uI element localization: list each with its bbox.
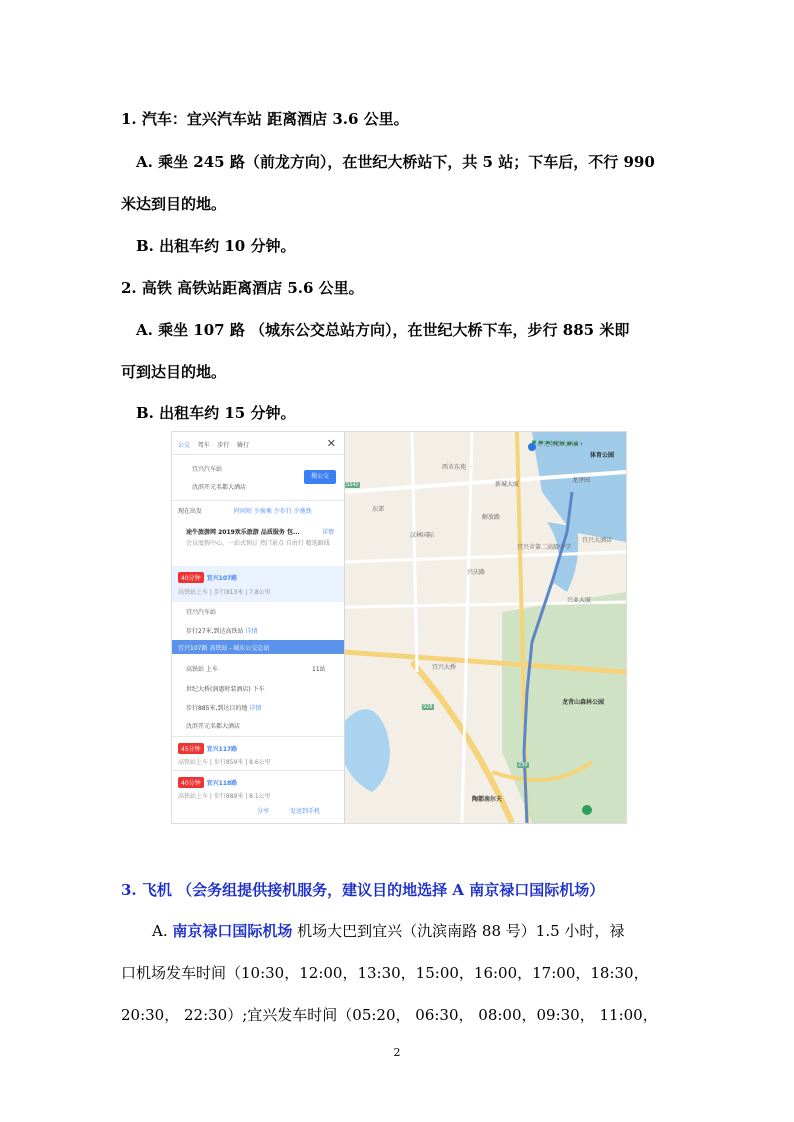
stop-count[interactable]: 11站 bbox=[312, 666, 326, 673]
map-label: 东郊 bbox=[372, 506, 385, 513]
line-flight: 3. 飞机 （会务组提供接机服务，建议目的地选择 A 南京禄口国际机场） bbox=[121, 881, 605, 899]
airport-name: 南京禄口国际机场 bbox=[172, 922, 293, 940]
route-panel bbox=[172, 432, 345, 823]
line-bus-a: A. 乘坐 245 路（前龙方向），在世纪大桥站下，共 5 站；下车后，不行 990 bbox=[136, 153, 655, 171]
map-label: 开元名都大酒店 bbox=[537, 441, 580, 448]
route-info: 高铁站上车 | 步行813米 | 7.8公里 bbox=[178, 589, 271, 596]
line-bus: 1. 汽车：宜兴汽车站 距离酒店 3.6 公里。 bbox=[121, 110, 409, 128]
tab-walk[interactable]: 步行 bbox=[217, 442, 230, 449]
route-option-3[interactable] bbox=[178, 777, 237, 788]
line-bus-b: B. 出租车约 10 分钟。 bbox=[136, 237, 296, 255]
close-icon[interactable]: ✕ bbox=[326, 437, 336, 450]
route-option-2[interactable] bbox=[178, 743, 237, 754]
page-number: 2 bbox=[393, 1046, 401, 1059]
stop-end: 氿滨开元名都大酒店 bbox=[186, 723, 241, 730]
line-flight-a bbox=[152, 920, 624, 941]
line-rail-a: A. 乘坐 107 路 （城东公交总站方向），在世纪大桥下车，步行 885 米即 bbox=[136, 321, 630, 339]
route-name: 宜兴118路 bbox=[206, 780, 238, 787]
line-rail: 2. 高铁 高铁站距离酒店 5.6 公里。 bbox=[121, 279, 364, 297]
tab-ride[interactable]: 骑行 bbox=[236, 442, 249, 449]
ad-title[interactable]: 途牛旅游网 2019欢乐旅游 品质服务 包... bbox=[186, 529, 300, 536]
map-label: 兴庆路 bbox=[467, 569, 486, 576]
ad-desc: 会员度假中心，一站式预订 热门景点 自由行 精选路线 bbox=[186, 540, 330, 547]
sort-filters[interactable]: 时间短 少换乘 少步行 少地铁 bbox=[234, 508, 312, 515]
route-option-1[interactable] bbox=[178, 572, 237, 583]
route-name: 宜兴117路 bbox=[206, 746, 238, 753]
from-field[interactable]: 宜兴汽车站 bbox=[192, 466, 223, 473]
line-rail-a-cont: 可到达目的地。 bbox=[121, 363, 227, 381]
route-time-badge: 45分钟 bbox=[178, 743, 204, 754]
item-label: A. bbox=[152, 922, 173, 940]
road-shield: S342 bbox=[346, 482, 359, 488]
route-info: 高铁站上车 | 步行859米 | 8.6公里 bbox=[178, 759, 271, 766]
stop-start: 宜兴汽车站 bbox=[186, 609, 217, 616]
bus-line-header[interactable]: 宜兴107路 高铁站 - 城东公交总站 bbox=[178, 645, 270, 652]
map-label: 解放路 bbox=[482, 514, 501, 521]
map-label: 西市东苑 bbox=[442, 464, 467, 471]
search-button[interactable]: 搜公交 bbox=[304, 470, 336, 484]
line-flight-times-2: 20:30， 22:30）;宜兴发车时间（05:20， 06:30， 08:00，09:30， 11:00， bbox=[121, 1006, 658, 1024]
line-flight-times: 口机场发车时间（10:30，12:00，13:30，15:00，16:00，17:00，18:30， bbox=[121, 964, 649, 982]
map-label: 体育公园 bbox=[590, 452, 615, 459]
route-info: 高铁站上车 | 步行889米 | 8.1公里 bbox=[178, 793, 271, 800]
map-label: 陶都南尔夫 bbox=[472, 796, 503, 803]
share-button[interactable]: 分享 bbox=[257, 808, 270, 815]
tab-bus[interactable]: 公交 bbox=[178, 442, 191, 449]
map-label: 宜兴大酒店 bbox=[582, 537, 613, 544]
map-label: 汉林国际 bbox=[410, 532, 435, 539]
line-rail-b: B. 出租车约 15 分钟。 bbox=[136, 404, 296, 422]
road-shield: 230 bbox=[518, 762, 528, 768]
send-to-phone-button[interactable]: 发送到手机 bbox=[290, 808, 321, 815]
road-shield: 928 bbox=[423, 704, 433, 710]
detail-link[interactable]: 详情 bbox=[245, 628, 258, 635]
map-screenshot bbox=[171, 431, 627, 824]
map-label: 兴业大厦 bbox=[567, 597, 592, 604]
route-name: 宜兴107路 bbox=[206, 575, 238, 582]
depart-option[interactable]: 现在出发 bbox=[178, 508, 203, 515]
detail-link[interactable]: 详情 bbox=[249, 705, 262, 712]
alight-stop: 世纪大桥(润惠时装酒店) 下车 bbox=[186, 686, 265, 693]
route-time-badge: 40分钟 bbox=[178, 572, 204, 583]
map-label: 龙背山森林公园 bbox=[562, 699, 605, 706]
map-label: 新城大厦 bbox=[495, 481, 520, 488]
map-label: 龙泽园 bbox=[572, 477, 591, 484]
map-label: 宜兴市第二高级中学 bbox=[517, 544, 572, 551]
mode-tabs bbox=[178, 440, 249, 449]
to-field[interactable]: 氿滨开元名都大酒店 bbox=[192, 484, 247, 491]
route-time-badge: 40分钟 bbox=[178, 777, 204, 788]
ad-more-link[interactable]: 详情 bbox=[322, 529, 335, 536]
line-bus-a-cont: 米达到目的地。 bbox=[121, 195, 227, 213]
walk-step: 步行885米,到达目的地 详情 bbox=[186, 705, 262, 712]
map-label: 宜兴大桥 bbox=[432, 664, 457, 671]
walk-step: 步行27米,到达高铁站 详情 bbox=[186, 628, 258, 635]
board-stop: 高铁站 上车 bbox=[186, 666, 218, 673]
airport-bus-info: 机场大巴到宜兴（氿滨南路 88 号）1.5 小时，禄 bbox=[292, 922, 625, 940]
tab-drive[interactable]: 驾车 bbox=[197, 442, 210, 449]
